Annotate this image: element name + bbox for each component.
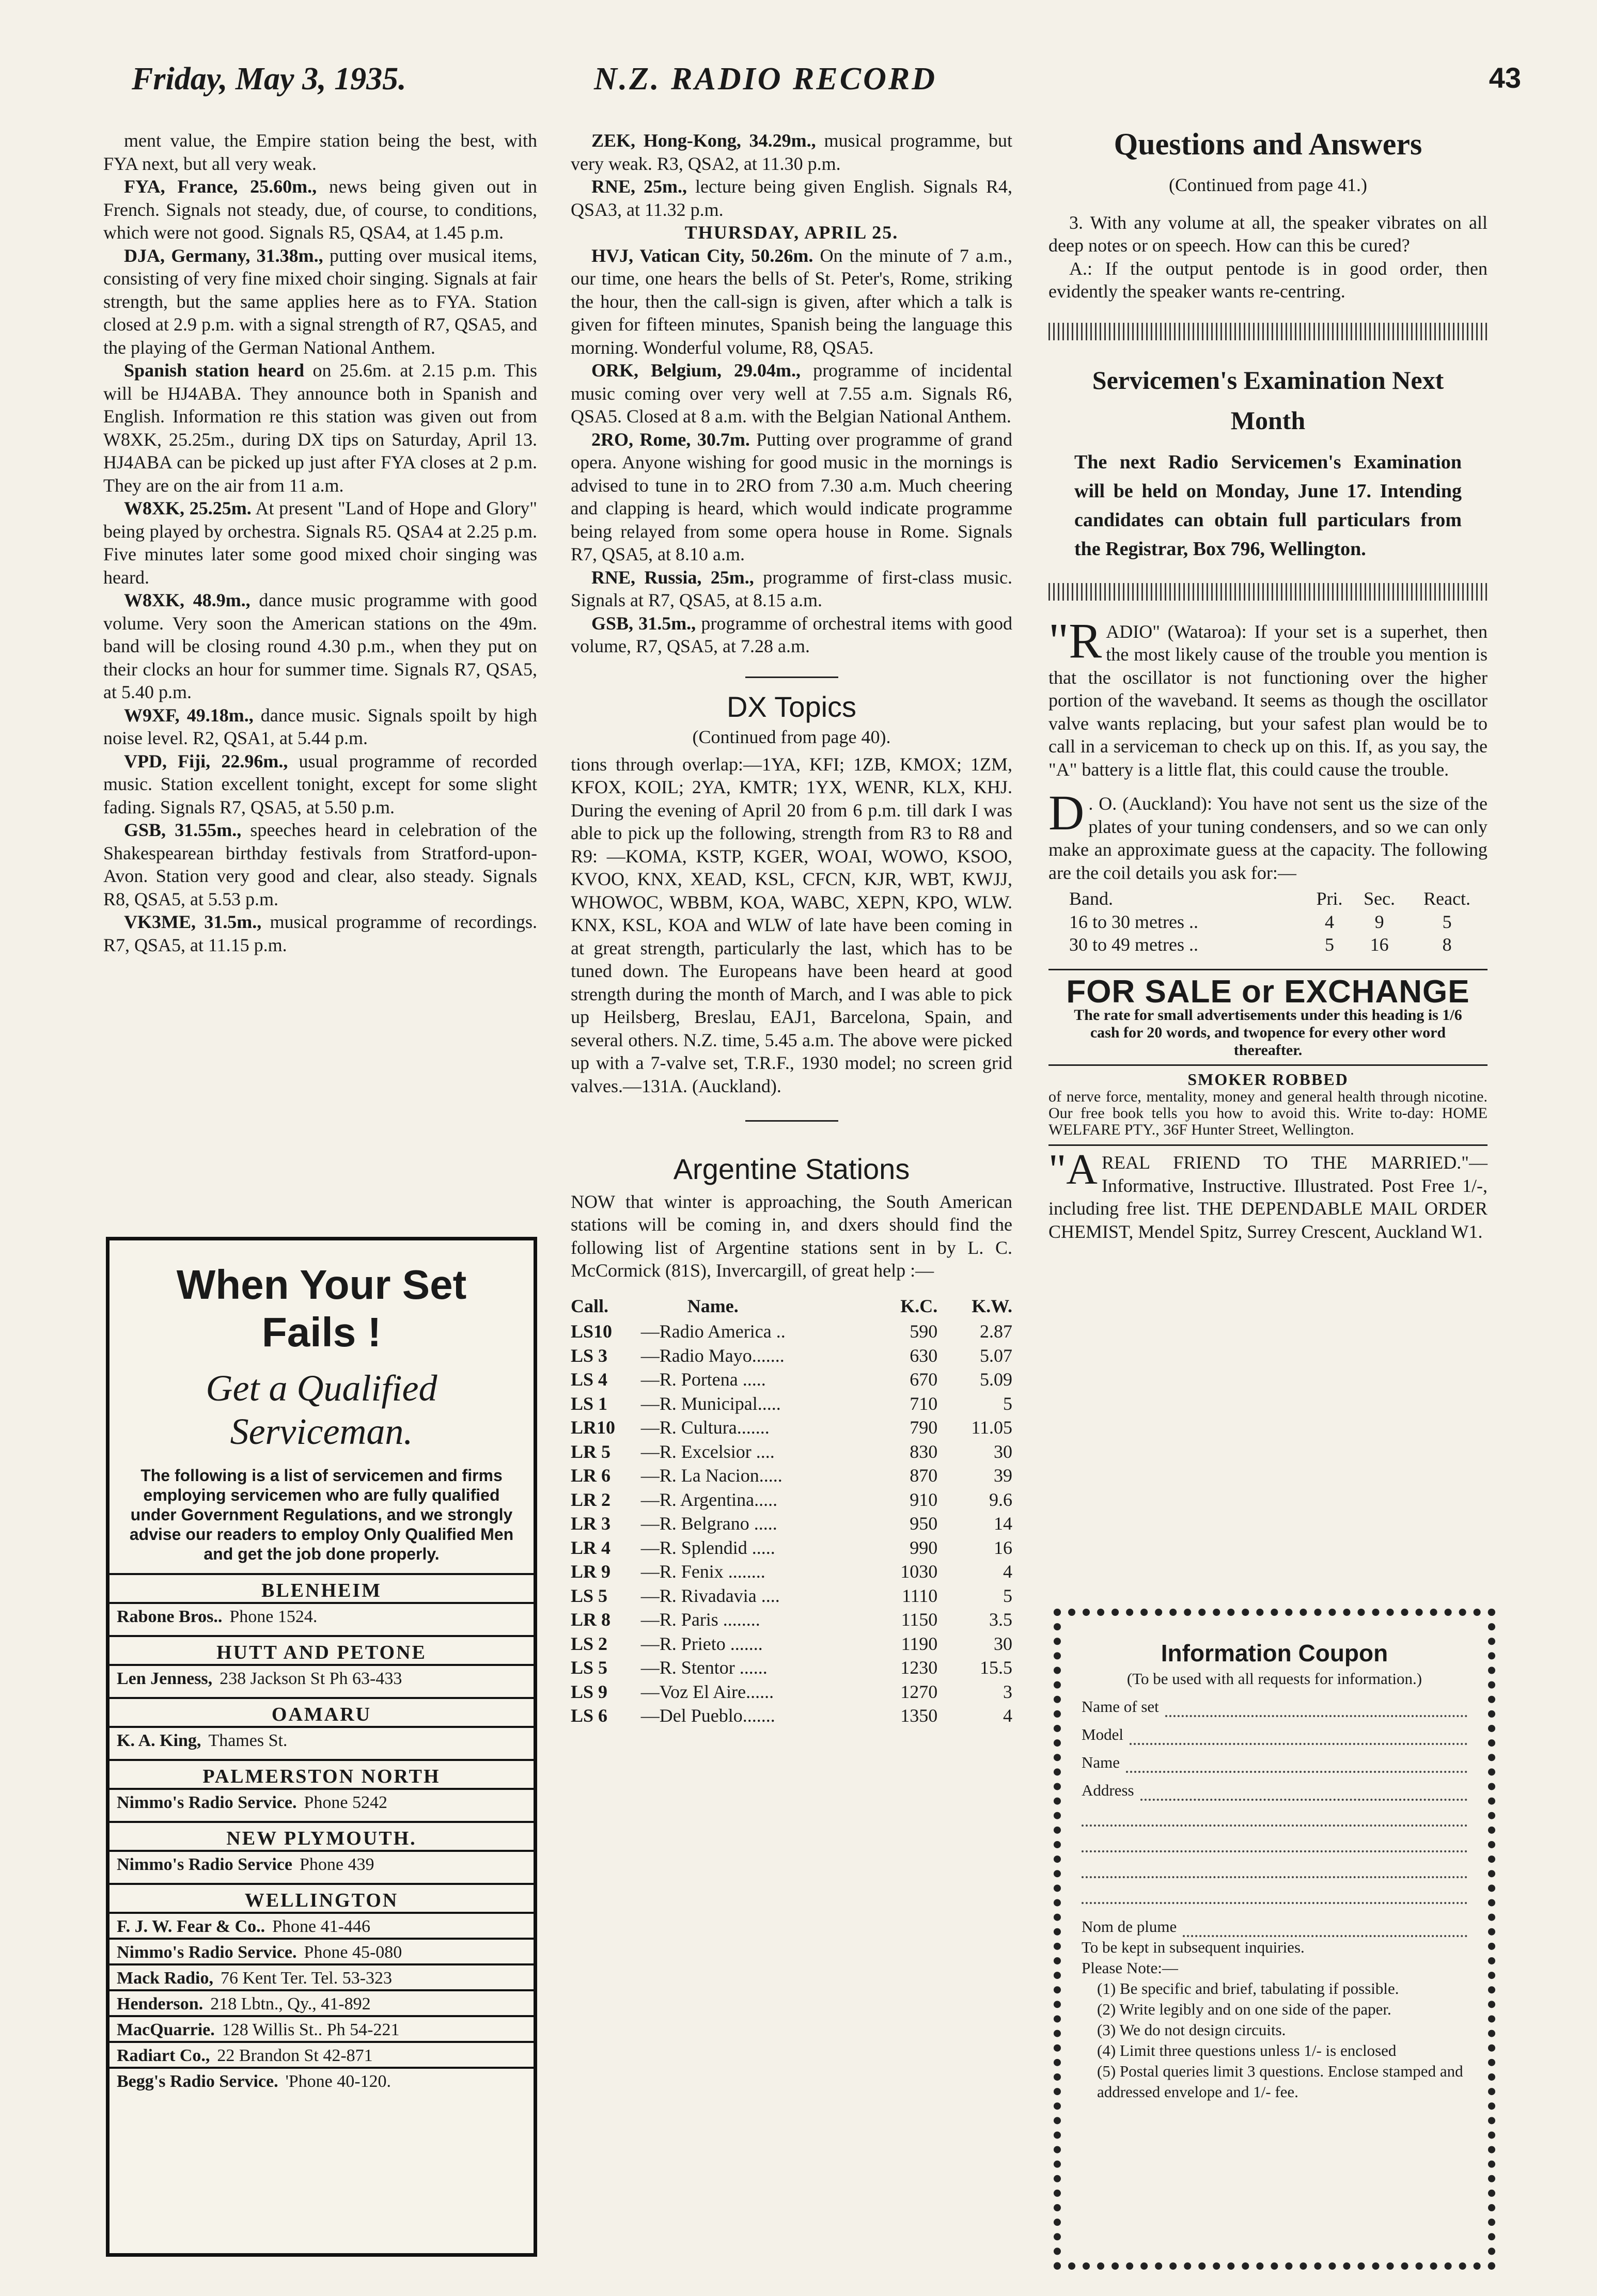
ad-title-line1: When Your Set bbox=[176, 1262, 467, 1308]
serviceman-entry bbox=[109, 1788, 534, 1814]
log-entry bbox=[571, 566, 1012, 612]
table-cell: —R. Paris ........ bbox=[640, 1609, 760, 1630]
table-cell: 9 bbox=[1374, 911, 1384, 932]
table-cell: —R. Cultura....... bbox=[640, 1417, 770, 1438]
coupon-field[interactable] bbox=[1082, 1696, 1467, 1717]
table-header-row bbox=[1048, 887, 1488, 910]
field-label: Nom de plume bbox=[1082, 1917, 1177, 1936]
argentine-intro: NOW that winter is approaching, the South American stations will be coming in, and dxers should find the following list of Argentine stations sent in by L. C. McCormick (81S), Invercargill, of great help :— bbox=[571, 1191, 1012, 1281]
station-callsign: GSB, 31.5m., bbox=[591, 612, 696, 634]
coupon-note: (3) We do not design circuits. bbox=[1097, 2021, 1286, 2039]
town-heading: NEW PLYMOUTH. bbox=[109, 1821, 534, 1850]
dx-log-thursday bbox=[571, 244, 1012, 658]
column-header: Pri. bbox=[1316, 888, 1343, 909]
serviceman-name: Nimmo's Radio Service bbox=[117, 1855, 292, 1874]
entry-text: musical programme of recordings. R7, QSA5, at 11.15 p.m. bbox=[103, 911, 537, 955]
coupon-field[interactable] bbox=[1082, 1780, 1467, 1801]
divider bbox=[745, 677, 838, 678]
page-number: 43 bbox=[1489, 61, 1521, 94]
column-header: K.C. bbox=[900, 1295, 938, 1316]
entry-text: musical programme, but very weak. R3, QSA2, at 11.30 p.m. bbox=[571, 130, 1012, 174]
column-header: Band. bbox=[1069, 888, 1113, 909]
table-row bbox=[1048, 933, 1488, 956]
table-cell: 30 to 49 metres .. bbox=[1069, 934, 1198, 955]
town-heading: BLENHEIM bbox=[109, 1573, 534, 1602]
field-label: Name bbox=[1082, 1753, 1120, 1771]
exam-body: The next Radio Servicemen's Examination will be held on Monday, June 17. Intending candidates can obtain full particulars from the Registrar, Box 796, Wellington. bbox=[1074, 451, 1462, 560]
table-row bbox=[571, 1464, 1012, 1488]
log-entry bbox=[103, 750, 537, 819]
serviceman-entry bbox=[109, 2015, 534, 2041]
table-cell: 790 bbox=[910, 1417, 938, 1438]
entry-text: lecture being given English. Signals R4, QSA3, at 11.32 p.m. bbox=[571, 176, 1013, 220]
serviceman-detail: Phone 5242 bbox=[304, 1793, 387, 1812]
table-row bbox=[571, 1440, 1012, 1464]
serviceman-entry bbox=[109, 1726, 534, 1752]
table-cell: —R. La Nacion..... bbox=[640, 1465, 782, 1486]
table-cell: 5.07 bbox=[980, 1345, 1012, 1366]
ad-subtitle-line2: Serviceman. bbox=[230, 1411, 413, 1452]
argentine-title: Argentine Stations bbox=[673, 1153, 910, 1185]
column-middle bbox=[571, 129, 1012, 1728]
log-entry bbox=[103, 589, 537, 704]
table-row bbox=[571, 1560, 1012, 1584]
serviceman-detail: 238 Jackson St Ph 63-433 bbox=[220, 1669, 402, 1688]
table-cell: 910 bbox=[910, 1489, 938, 1510]
station-callsign: W8XK, 25.25m. bbox=[124, 498, 252, 518]
table-cell: 630 bbox=[910, 1345, 938, 1366]
table-cell: LR 9 bbox=[571, 1561, 611, 1582]
serviceman-name: Len Jenness, bbox=[117, 1669, 213, 1688]
field-line bbox=[1130, 1724, 1467, 1745]
table-cell: 4 bbox=[1003, 1561, 1012, 1582]
blank-line bbox=[1082, 1878, 1467, 1904]
table-cell: 11.05 bbox=[971, 1417, 1012, 1438]
field-label: Model bbox=[1082, 1725, 1123, 1743]
log-entry bbox=[571, 428, 1012, 566]
table-cell: LR 8 bbox=[571, 1609, 611, 1630]
serviceman-entry bbox=[109, 2067, 534, 2093]
field-line bbox=[1140, 1780, 1467, 1801]
coupon-fields bbox=[1082, 1696, 1467, 1801]
log-entry bbox=[103, 244, 537, 359]
station-callsign: RNE, 25m., bbox=[591, 176, 687, 197]
column-header: Call. bbox=[571, 1295, 609, 1316]
table-cell: 1110 bbox=[901, 1585, 938, 1606]
answer-text: ADIO" (Wataroa): If your set is a superhet, then the most likely cause of the trouble you mention is that the oscillator is not functioning over the higher portion of the waveband. It seems as though the oscillator valve wants replacing, but your safest plan would be to call in a serviceman to check up on this. If, as you say, the "A" battery is a little flat, this could cause the trouble. bbox=[1048, 621, 1488, 780]
table-row bbox=[571, 1704, 1012, 1728]
entry-text: Putting over programme of grand opera. Anyone wishing for good music in the mornings is advised to tune in to 2RO from 7.30 a.m. Much cheering and clapping is heard, which would indicate programme being relayed from some opera house in Rome. Signals R7, QSA5, at 8.10 a.m. bbox=[571, 429, 1013, 564]
serviceman-entry bbox=[109, 1664, 534, 1690]
table-cell: 1030 bbox=[900, 1561, 938, 1582]
chemist-ad bbox=[1048, 1145, 1488, 1243]
table-cell: 5 bbox=[1442, 911, 1452, 932]
nom-de-plume-field[interactable] bbox=[1082, 1916, 1467, 1937]
serviceman-name: Nimmo's Radio Service. bbox=[117, 1943, 297, 1962]
entry-text: dance music. Signals spoilt by high noise level. R2, QSA1, at 5.44 p.m. bbox=[103, 704, 538, 748]
table-cell: 3.5 bbox=[989, 1609, 1012, 1630]
table-cell: 990 bbox=[910, 1537, 938, 1558]
station-callsign: VPD, Fiji, 22.96m., bbox=[124, 750, 288, 772]
table-cell: —R. Fenix ........ bbox=[640, 1561, 765, 1582]
dx-topics-body: tions through overlap:—1YA, KFI; 1ZB, KMOX; 1ZM, KFOX, KOIL; 2YA, KMTR; 1YX, WENR, KLX, KHJ. During the evening of April 20 from 6 p.m. till dark I was able to pick up the following, strength from R3 to R8 and R9: —KOMA, KSTP, KGER, WOAI, WOWO, KSOO, KVOO, KNX, XEAD, KSL, CFCN, KJR, WBT, KWJJ, WHOWOC, WBBM, KOA, WABC, XEPN, KPO, WLW. KNX, KSL, KOA and WLW of late have been coming in at great strength, particularly the last, which has to be tuned down. The Europeans have been heard at good strength during the month of March, and I was able to pick up Heilsberg, Breslau, EAJ1, Barcelona, Spain, and several others. N.Z. time, 5.45 a.m. The above were picked up with a 7-valve set, T.R.F., 1930 model; no screen grid valves.—131A. (Auckland). bbox=[571, 753, 1012, 1096]
serviceman-detail: 128 Willis St.. Ph 54-221 bbox=[222, 2020, 400, 2039]
table-cell: —R. Argentina..... bbox=[640, 1489, 778, 1510]
radio-wataroa-answer bbox=[1048, 612, 1488, 781]
field-line bbox=[1183, 1916, 1467, 1937]
table-cell: 590 bbox=[910, 1321, 938, 1342]
table-cell: 4 bbox=[1003, 1705, 1012, 1726]
table-cell: 30 bbox=[994, 1633, 1012, 1654]
ad-title-line2: Fails ! bbox=[261, 1309, 382, 1355]
log-entry bbox=[571, 612, 1012, 658]
blank-line bbox=[1082, 1827, 1467, 1852]
serviceman-entry bbox=[109, 1938, 534, 1963]
serviceman-detail: Phone 439 bbox=[299, 1855, 374, 1874]
exam-title bbox=[1048, 360, 1488, 441]
table-cell: 15.5 bbox=[980, 1657, 1012, 1678]
smoker-ad-body: of nerve force, mentality, money and general health through nicotine. Our free book tells you how to avoid this. Write to-day: HOME WELFARE PTY., 36F Hunter Street, Wellington. bbox=[1048, 1088, 1488, 1138]
table-cell: 1150 bbox=[901, 1609, 938, 1630]
entry-text: usual programme of recorded music. Station excellent tonight, except for some slight fading. Signals R7, QSA5, at 5.50 p.m. bbox=[103, 750, 537, 817]
qa-continued: (Continued from page 41.) bbox=[1169, 175, 1367, 195]
nom-note: To be kept in subsequent inquiries. bbox=[1082, 1938, 1305, 1956]
table-cell: —Voz El Aire...... bbox=[640, 1681, 774, 1702]
table-row bbox=[571, 1319, 1012, 1344]
table-row bbox=[571, 1416, 1012, 1440]
field-line bbox=[1126, 1752, 1467, 1773]
log-entry bbox=[103, 704, 537, 750]
entry-text: On the minute of 7 a.m., our time, one hears the bells of St. Peter's, Rome, striking the hour, then the call-sign is given, after which a talk is given for fifteen minutes, Spanish being the language this morning. Wonderful volume, R8, QSA5. bbox=[571, 245, 1012, 358]
table-cell: 39 bbox=[994, 1465, 1012, 1486]
entry-text: programme of orchestral items with good volume, R7, QSA5, at 7.28 a.m. bbox=[571, 612, 1012, 656]
entry-text: putting over musical items, consisting of very fine mixed choir singing. Signals at fair strength, but the same applies here as to FYA. Station closed at 2.9 p.m. with a signal strength of R7, QSA5, and the playing of the German National Anthem. bbox=[103, 245, 537, 358]
table-cell: 710 bbox=[910, 1393, 938, 1414]
table-cell: —Radio America .. bbox=[640, 1321, 786, 1342]
table-cell: —R. Belgrano ..... bbox=[640, 1513, 777, 1534]
log-entry bbox=[571, 244, 1012, 359]
qa-title: Questions and Answers bbox=[1114, 127, 1422, 161]
table-cell: LS 1 bbox=[571, 1393, 608, 1414]
table-cell: 16 bbox=[1370, 934, 1389, 955]
table-cell: 5 bbox=[1003, 1393, 1012, 1414]
drop-cap: D bbox=[1048, 785, 1085, 840]
coupon-notes bbox=[1082, 1978, 1467, 2102]
information-coupon bbox=[1054, 1609, 1495, 2270]
town-heading: WELLINGTON bbox=[109, 1883, 534, 1912]
table-cell: 16 to 30 metres .. bbox=[1069, 911, 1198, 932]
column-right bbox=[1048, 124, 1488, 1243]
coil-details-table bbox=[1048, 887, 1488, 956]
station-callsign: 2RO, Rome, 30.7m. bbox=[591, 429, 750, 450]
table-cell: 5 bbox=[1325, 934, 1334, 955]
blank-line bbox=[1082, 1801, 1467, 1827]
table-cell: —R. Excelsior .... bbox=[640, 1441, 775, 1462]
serviceman-entry bbox=[109, 2041, 534, 2067]
station-callsign: W9XF, 49.18m., bbox=[124, 704, 254, 726]
table-cell: 670 bbox=[910, 1369, 938, 1390]
entry-text: on 25.6m. at 2.15 p.m. This will be HJ4ABA. They announce both in Spanish and English. Information re this station was given out from W8XK, 25.25m., during DX tips on Saturday, April 13. HJ4ABA can be picked up just after FYA closes at 2 p.m. They are on the air from 11 a.m. bbox=[103, 360, 537, 496]
serviceman-entry bbox=[109, 1963, 534, 1989]
table-cell: 2.87 bbox=[980, 1321, 1012, 1342]
table-cell: 870 bbox=[910, 1465, 938, 1486]
table-row bbox=[571, 1608, 1012, 1632]
table-cell: LS 2 bbox=[571, 1633, 608, 1654]
column-left bbox=[103, 129, 537, 956]
table-row bbox=[571, 1512, 1012, 1536]
table-cell: 1230 bbox=[900, 1657, 938, 1678]
serviceman-entry bbox=[109, 1989, 534, 2015]
table-cell: LS 5 bbox=[571, 1585, 608, 1606]
log-entry bbox=[571, 175, 1012, 221]
table-cell: LR 4 bbox=[571, 1537, 611, 1558]
coupon-note: (4) Limit three questions unless 1/- is enclosed bbox=[1097, 2041, 1397, 2059]
divider bbox=[1048, 1144, 1488, 1146]
decorative-rule bbox=[1048, 583, 1488, 601]
station-callsign: FYA, France, 25.60m., bbox=[124, 176, 317, 197]
entry-text: dance music programme with good volume. Very soon the American stations on the 49m. band will be closing round 4.30 p.m., when they put on their clocks an hour for summer time. Signals R7, QSA5, at 5.40 p.m. bbox=[103, 590, 537, 702]
coupon-note: (1) Be specific and brief, tabulating if possible. bbox=[1097, 1979, 1399, 1998]
table-row bbox=[571, 1344, 1012, 1368]
table-cell: 8 bbox=[1442, 934, 1452, 955]
qa-question: 3. With any volume at all, the speaker vibrates on all deep notes or on speech. How can this be cured? bbox=[1048, 212, 1488, 256]
column-header: Sec. bbox=[1364, 888, 1396, 909]
table-row bbox=[571, 1584, 1012, 1608]
do-auckland-answer bbox=[1048, 785, 1488, 884]
ad-intro: The following is a list of servicemen and firms employing servicemen who are fully qualified under Government Regulations, and we strongly advise our readers to employ Only Qualified Men and get the job done properly. bbox=[129, 1466, 514, 1563]
serviceman-entry bbox=[109, 1850, 534, 1876]
serviceman-directory bbox=[109, 1573, 534, 2093]
table-cell: LR 2 bbox=[571, 1489, 611, 1510]
table-cell: 830 bbox=[910, 1441, 938, 1462]
exam-title-line2: Month bbox=[1230, 405, 1306, 435]
masthead-title: N.Z. RADIO RECORD bbox=[594, 61, 937, 97]
table-cell: —R. Municipal..... bbox=[640, 1393, 781, 1414]
smoker-ad-title: SMOKER ROBBED bbox=[1187, 1070, 1349, 1089]
page-header bbox=[132, 61, 1521, 102]
table-cell: 4 bbox=[1325, 911, 1334, 932]
station-callsign: VK3ME, 31.5m., bbox=[124, 911, 262, 932]
serviceman-detail: 22 Brandon St 42-871 bbox=[217, 2046, 373, 2065]
serviceman-name: Radiart Co., bbox=[117, 2046, 210, 2065]
table-body bbox=[1048, 910, 1488, 956]
serviceman-detail: Phone 45-080 bbox=[304, 1943, 402, 1962]
drop-cap: "R bbox=[1048, 612, 1102, 668]
coupon-note: (5) Postal queries limit 3 questions. Enclose stamped and addressed envelope and 1/- fee. bbox=[1097, 2062, 1463, 2101]
table-row bbox=[1048, 910, 1488, 934]
log-entry bbox=[103, 819, 537, 910]
log-entry bbox=[103, 175, 537, 244]
issue-date: Friday, May 3, 1935. bbox=[132, 61, 406, 97]
station-callsign: RNE, Russia, 25m., bbox=[591, 567, 754, 588]
serviceman-name: F. J. W. Fear & Co.. bbox=[117, 1917, 265, 1936]
table-cell: —Radio Mayo....... bbox=[640, 1345, 785, 1366]
station-callsign: ORK, Belgium, 29.04m., bbox=[591, 360, 801, 381]
coupon-field[interactable] bbox=[1082, 1724, 1467, 1745]
serviceman-name: Mack Radio, bbox=[117, 1969, 213, 1988]
table-cell: LR 3 bbox=[571, 1513, 611, 1534]
log-entry bbox=[103, 359, 537, 497]
table-header-row bbox=[571, 1293, 1012, 1320]
station-callsign: ZEK, Hong-Kong, 34.29m., bbox=[591, 130, 816, 151]
table-row bbox=[571, 1536, 1012, 1560]
serviceman-detail: 218 Lbtn., Qy., 41-892 bbox=[210, 1994, 371, 2014]
field-line bbox=[1165, 1696, 1467, 1717]
table-cell: —R. Splendid ..... bbox=[640, 1537, 775, 1558]
serviceman-advertisement bbox=[106, 1237, 537, 2257]
date-subheading: THURSDAY, APRIL 25. bbox=[684, 222, 899, 243]
town-heading: PALMERSTON NORTH bbox=[109, 1759, 534, 1788]
coupon-title: Information Coupon bbox=[1161, 1640, 1388, 1666]
serviceman-entry bbox=[109, 1912, 534, 1938]
entry-text: ment value, the Empire station being the best, with FYA next, but all very weak. bbox=[103, 130, 537, 174]
serviceman-name: Nimmo's Radio Service. bbox=[117, 1793, 297, 1812]
serviceman-detail: Phone 41-446 bbox=[272, 1917, 370, 1936]
table-cell: LS 6 bbox=[571, 1705, 608, 1726]
coupon-subtitle: (To be used with all requests for information.) bbox=[1126, 1670, 1422, 1688]
drop-cap: "A bbox=[1048, 1145, 1098, 1193]
table-cell: 9.6 bbox=[989, 1489, 1012, 1510]
please-note: Please Note:— bbox=[1082, 1959, 1178, 1977]
table-row bbox=[571, 1632, 1012, 1656]
table-cell: LS 9 bbox=[571, 1681, 608, 1702]
table-row bbox=[571, 1656, 1012, 1680]
table-cell: 5.09 bbox=[980, 1369, 1012, 1390]
dx-log-continued bbox=[103, 129, 537, 956]
log-entry bbox=[103, 129, 537, 175]
table-cell: 1350 bbox=[900, 1705, 938, 1726]
table-cell: 1190 bbox=[901, 1633, 938, 1654]
table-cell: —R. Rivadavia .... bbox=[640, 1585, 780, 1606]
station-callsign: HVJ, Vatican City, 50.26m. bbox=[591, 245, 813, 266]
table-cell: LS 5 bbox=[571, 1657, 608, 1678]
column-header: K.W. bbox=[972, 1295, 1012, 1316]
station-callsign: DJA, Germany, 31.38m., bbox=[124, 245, 323, 266]
table-cell: —R. Portena ..... bbox=[640, 1369, 766, 1390]
divider bbox=[1048, 969, 1488, 970]
entry-text: speeches heard in celebration of the Shakespearean birthday festivals from Stratford-upon-Avon. Station very good and clear, also steady. Signals R8, QSA5, at 5.53 p.m. bbox=[103, 820, 537, 909]
qa-answer: A.: If the output pentode is in good order, then evidently the speaker wants re-centring. bbox=[1048, 258, 1488, 302]
dx-topics-continued: (Continued from page 40). bbox=[692, 727, 891, 747]
table-cell: 5 bbox=[1003, 1585, 1012, 1606]
table-cell: 30 bbox=[994, 1441, 1012, 1462]
serviceman-name: K. A. King, bbox=[117, 1731, 201, 1750]
log-entry bbox=[571, 129, 1012, 175]
table-cell: LR10 bbox=[571, 1417, 616, 1438]
entry-text: programme of incidental music coming over very well at 7.55 a.m. Signals R6, QSA5. Closed at 8 a.m. with the Belgian National Anthem. bbox=[571, 360, 1012, 427]
serviceman-name: Rabone Bros.. bbox=[117, 1607, 223, 1626]
table-body bbox=[571, 1319, 1012, 1728]
town-heading: HUTT AND PETONE bbox=[109, 1635, 534, 1664]
entry-text: programme of first-class music. Signals at R7, QSA5, at 8.15 a.m. bbox=[571, 567, 1012, 610]
coupon-field[interactable] bbox=[1082, 1752, 1467, 1773]
serviceman-name: MacQuarrie. bbox=[117, 2020, 215, 2039]
argentine-stations-table bbox=[571, 1293, 1012, 1728]
serviceman-detail: Thames St. bbox=[208, 1731, 288, 1750]
dx-log-top bbox=[571, 129, 1012, 221]
column-header: Name. bbox=[687, 1295, 739, 1316]
ad-text: REAL FRIEND TO THE MARRIED."—Informative, Instructive. Illustrated. Post Free 1/-, including free list. THE DEPENDABLE MAIL ORDER CHEMIST, Mendel Spitz, Surrey Crescent, Auckland W1. bbox=[1048, 1152, 1488, 1242]
table-cell: LR 6 bbox=[571, 1465, 611, 1486]
entry-text: news being given out in French. Signals not steady, due, of course, to conditions, which were not good. Signals R5, QSA4, at 1.45 p.m. bbox=[103, 176, 537, 243]
log-entry bbox=[103, 497, 537, 589]
table-row bbox=[571, 1680, 1012, 1704]
answer-text: . O. (Auckland): You have not sent us the size of the plates of your tuning condensers, and so we can only make an approximate guess at the capacity. The following are the coil details you ask for:— bbox=[1048, 793, 1488, 883]
exam-title-line1: Servicemen's Examination Next bbox=[1092, 365, 1444, 395]
coupon-note: (2) Write legibly and on one side of the paper. bbox=[1097, 2000, 1391, 2018]
serviceman-entry bbox=[109, 1602, 534, 1628]
table-row bbox=[571, 1392, 1012, 1416]
column-header: React. bbox=[1423, 888, 1471, 909]
table-row bbox=[571, 1488, 1012, 1512]
table-cell: —R. Prieto ....... bbox=[640, 1633, 763, 1654]
log-entry bbox=[103, 910, 537, 956]
entry-text: At present "Land of Hope and Glory" being played by orchestra. Signals R5. QSA4 at 2.25 p.m. Five minutes later some good mixed choir singing was heard. bbox=[103, 498, 537, 588]
station-callsign: Spanish station heard bbox=[124, 360, 304, 381]
station-callsign: W8XK, 48.9m., bbox=[124, 590, 250, 610]
serviceman-name: Henderson. bbox=[117, 1994, 203, 2014]
table-cell: 14 bbox=[994, 1513, 1012, 1534]
ad-title bbox=[109, 1261, 534, 1356]
ad-subtitle-line1: Get a Qualified bbox=[206, 1367, 437, 1409]
ad-subtitle bbox=[109, 1366, 534, 1453]
serviceman-name: Begg's Radio Service. bbox=[117, 2072, 278, 2091]
table-cell: 1270 bbox=[900, 1681, 938, 1702]
for-sale-title: FOR SALE or EXCHANGE bbox=[1066, 973, 1470, 1010]
table-row bbox=[571, 1367, 1012, 1392]
town-heading: OAMARU bbox=[109, 1697, 534, 1726]
table-cell: 16 bbox=[994, 1537, 1012, 1558]
table-cell: LR 5 bbox=[571, 1441, 611, 1462]
serviceman-detail: 76 Kent Ter. Tel. 53-323 bbox=[221, 1969, 393, 1988]
table-cell: —R. Stentor ...... bbox=[640, 1657, 768, 1678]
table-cell: —Del Pueblo....... bbox=[640, 1705, 775, 1726]
divider bbox=[1048, 1064, 1488, 1066]
field-label: Name of set bbox=[1082, 1697, 1159, 1716]
blank-line bbox=[1082, 1852, 1467, 1878]
serviceman-detail: Phone 1524. bbox=[229, 1607, 318, 1626]
field-label: Address bbox=[1082, 1781, 1134, 1799]
decorative-rule bbox=[1048, 323, 1488, 340]
table-cell: 950 bbox=[910, 1513, 938, 1534]
serviceman-detail: 'Phone 40-120. bbox=[285, 2072, 392, 2091]
dx-topics-title: DX Topics bbox=[726, 690, 857, 723]
table-cell: LS 3 bbox=[571, 1345, 608, 1366]
table-cell: LS10 bbox=[571, 1321, 613, 1342]
station-callsign: GSB, 31.55m., bbox=[124, 820, 242, 840]
divider bbox=[745, 1120, 838, 1122]
table-cell: 3 bbox=[1003, 1681, 1012, 1702]
log-entry bbox=[571, 359, 1012, 428]
table-cell: LS 4 bbox=[571, 1369, 608, 1390]
for-sale-rate: The rate for small advertisements under this heading is 1/6 cash for 20 words, and twopence for every other word thereafter. bbox=[1074, 1007, 1462, 1059]
